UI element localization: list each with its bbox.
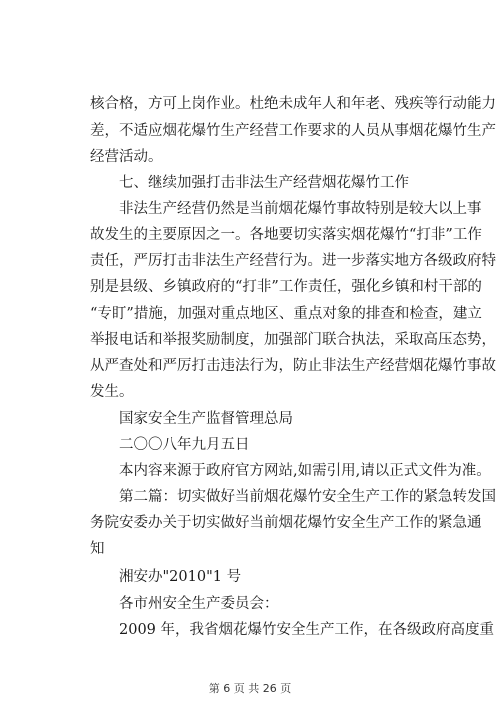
article-title: 第二篇：切实做好当前烟花爆竹安全生产工作的紧急转发国 <box>119 489 496 505</box>
text-line: 故发生的主要原因之一。各地要切实落实烟花爆竹“打非”工作 <box>90 227 482 243</box>
addressee: 各市州安全生产委员会： <box>119 596 279 612</box>
text-line: 责任，严厉打击非法生产经营行为。进一步落实地方各级政府特 <box>90 253 496 269</box>
text-line: 非法生产经营仍然是当前烟花爆竹事故特别是较大以上事 <box>119 201 482 217</box>
text-line: “专盯”措施，加强对重点地区、重点对象的排查和检查，建立 <box>90 306 482 322</box>
text-line: 2009 年，我省烟花爆竹安全生产工作，在各级政府高度重 <box>119 622 495 638</box>
source-note: 本内容来源于政府官方网站,如需引用,请以正式文件为准。 <box>119 463 491 479</box>
text-line: 经营活动。 <box>90 149 163 165</box>
section-heading: 七、继续加强打击非法生产经营烟花爆竹工作 <box>119 175 409 191</box>
text-line: 发生。 <box>90 384 134 400</box>
page-footer: 第 6 页 共 26 页 <box>208 682 292 695</box>
text-line: 差，不适应烟花爆竹生产经营工作要求的人员从事烟花爆竹生产 <box>90 123 496 139</box>
document-number: 湘安办"2010"1 号 <box>119 569 242 585</box>
text-line: 从严查处和严厉打击违法行为，防止非法生产经营烟花爆竹事故 <box>90 358 496 374</box>
article-title: 务院安委办关于切实做好当前烟花爆竹安全生产工作的紧急通 <box>90 515 482 531</box>
text-line: 举报电话和举报奖励制度，加强部门联合执法，采取高压态势， <box>90 332 496 348</box>
text-line: 核合格，方可上岗作业。杜绝未成年人和年老、残疾等行动能力 <box>90 96 496 112</box>
article-title: 知 <box>90 541 105 557</box>
issue-date: 二〇〇八年九月五日 <box>119 437 250 453</box>
text-line: 别是县级、乡镇政府的“打非”工作责任，强化乡镇和村干部的 <box>90 279 482 295</box>
issuer-name: 国家安全生产监督管理总局 <box>119 411 293 427</box>
